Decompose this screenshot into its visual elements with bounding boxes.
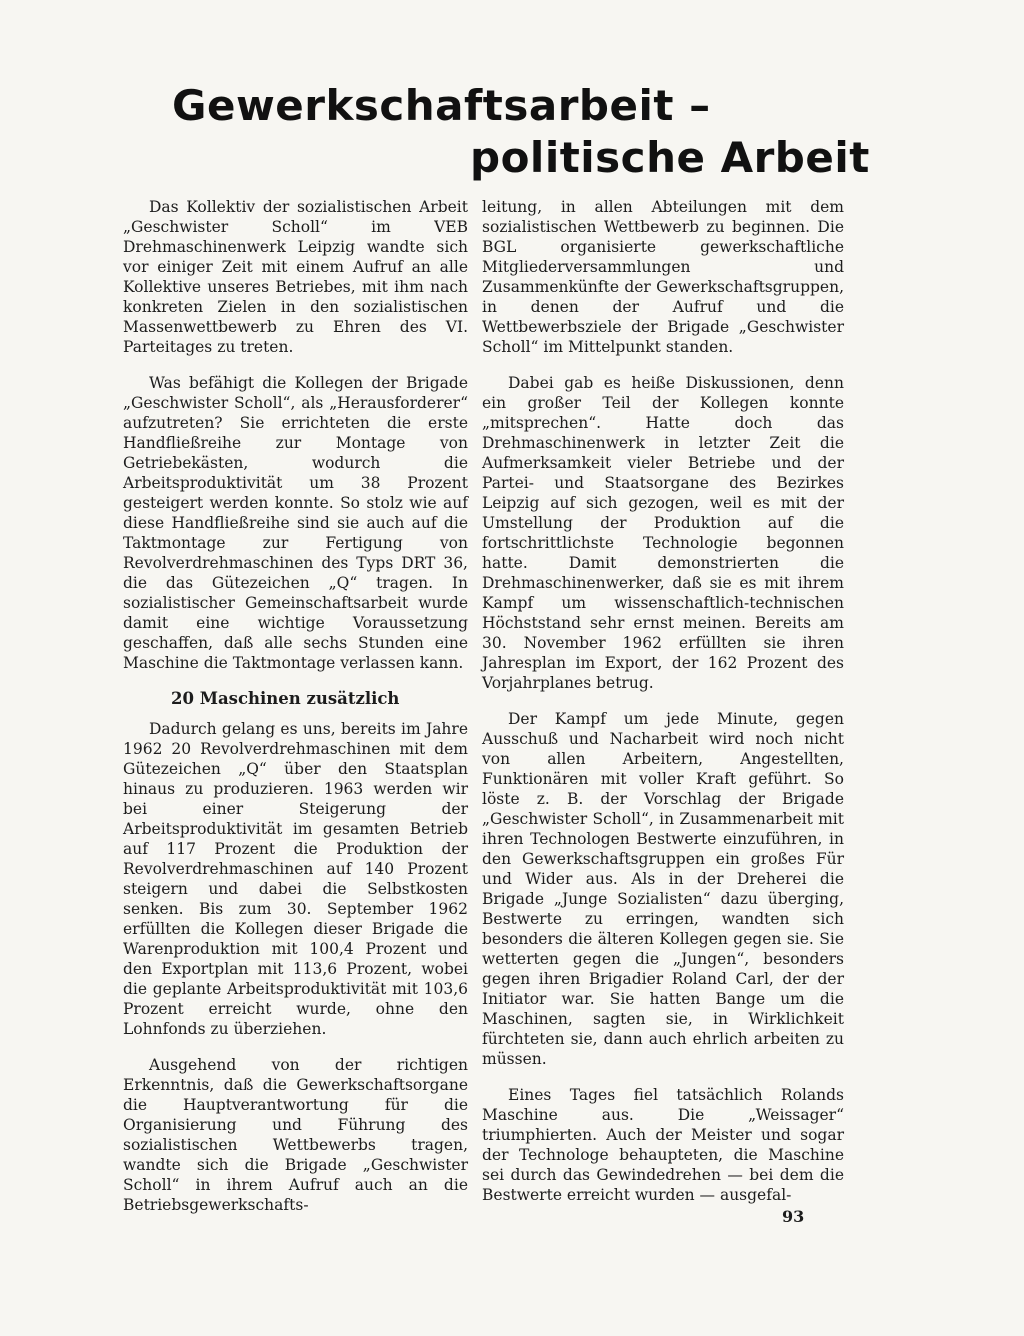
left-column	[123, 197, 468, 1231]
paragraph-right-2: Dabei gab es heiße Diskussionen, denn ein großer Teil der Kollegen konnte „mitsprechen“. Hatte doch das Drehmaschinenwerk in letzter Zeit die Aufmerksamkeit vieler Betriebe und der Partei- und Staatsorgane des Bezirkes Leipzig auf sich gezogen, weil es mit der Umstellung der Produktion auf die fortschrittlichste Technologie begonnen hatte. Damit demonstrierten die Drehmaschinenwerker, daß sie es mit ihrem Kampf um wissenschaftlich-technischen Höchststand sehr ernst meinen. Bereits am 30. November 1962 erfüllten sie ihren Jahresplan im Export, der 162 Prozent des Vorjahrplanes betrug.	[482, 374, 844, 692]
page-number: 93	[782, 1207, 805, 1226]
paragraph-right-3: Der Kampf um jede Minute, gegen Ausschuß und Nacharbeit wird noch nicht von allen Arbeitern, Angestellten, Funktionären mit voller Kraft geführt. So löste z. B. der Vorschlag der Brigade „Geschwister Scholl“, in Zusammenarbeit mit ihren Technologen Bestwerte einzuführen, in den Gewerkschaftsgruppen ein großes Für und Wider aus. Als in der Dreherei die Brigade „Junge Sozialisten“ dazu überging, Bestwerte zu erringen, wandten sich besonders die älteren Kollegen gegen sie. Sie wetterten gegen die „Jungen“, besonders gegen ihren Brigadier Roland Carl, der der Initiator war. Sie hatten Bange um die Maschinen, sagten sie, in Wirklichkeit fürchteten sie, dann auch ehrlich arbeiten zu müssen.	[482, 710, 844, 1068]
article-title-line-2: politische Arbeit	[470, 133, 870, 182]
paragraph-left-4: Ausgehend von der richtigen Erkenntnis, daß die Gewerkschaftsorgane die Hauptverantwortung für die Organisierung und Führung des sozialistischen Wettbewerbs tragen, wandte sich die Brigade „Geschwister Scholl“ in ihrem Aufruf auch an die Betriebsgewerkschafts-	[123, 1056, 468, 1214]
paragraph-right-1: leitung, in allen Abteilungen mit dem sozialistischen Wettbewerb zu beginnen. Die BGL organisierte gewerkschaftliche Mitgliederversammlungen und Zusammenkünfte der Gewerkschaftsgruppen, in denen der Aufruf und die Wettbewerbsziele der Brigade „Geschwister Scholl“ im Mittelpunkt standen.	[482, 198, 844, 356]
paragraph-right-4: Eines Tages fiel tatsächlich Rolands Maschine aus. Die „Weissager“ triumphierten. Auch der Meister und sogar der Technologe behaupteten, die Maschine sei durch das Gewindedrehen — bei dem die Bestwerte erreicht wurden — ausgefal-	[482, 1086, 844, 1204]
paragraph-left-3: Dadurch gelang es uns, bereits im Jahre 1962 20 Revolverdrehmaschinen mit dem Gütezeichen „Q“ über den Staatsplan hinaus zu produzieren. 1963 werden wir bei einer Steigerung der Arbeitsproduktivität im gesamten Betrieb auf 117 Prozent die Produktion der Revolverdrehmaschinen auf 140 Prozent steigern und dabei die Selbstkosten senken. Bis zum 30. September 1962 erfüllten die Kollegen dieser Brigade die Warenproduktion mit 100,4 Prozent und den Exportplan mit 113,6 Prozent, wobei die geplante Arbeitsproduktivität mit 103,6 Prozent erreicht wurde, ohne den Lohnfonds zu überziehen.	[123, 720, 468, 1038]
paragraph-left-2: Was befähigt die Kollegen der Brigade „Geschwister Scholl“, als „Herausforderer“ aufzutreten? Sie errichteten die erste Handfließreihe zur Montage von Getriebekästen, wodurch die Arbeitsproduktivität um 38 Prozent gesteigert werden konnte. So stolz wie auf diese Handfließreihe sind sie auch auf die Taktmontage zur Fertigung von Revolverdrehmaschinen des Typs DRT 36, die das Gütezeichen „Q“ tragen. In sozialistischer Gemeinschaftsarbeit wurde damit eine wichtige Voraussetzung geschaffen, daß alle sechs Stunden eine Maschine die Taktmontage verlassen kann.	[123, 374, 468, 672]
paragraph-left-1: Das Kollektiv der sozialistischen Arbeit „Geschwister Scholl“ im VEB Drehmaschinenwerk Leipzig wandte sich vor einiger Zeit mit einem Aufruf an alle Kollektive unseres Betriebes, mit ihm nach konkreten Zielen in den sozialistischen Massenwettbewerb zu Ehren des VI. Parteitages zu treten.	[123, 198, 468, 356]
right-column	[482, 197, 844, 1221]
section-subheading: 20 Maschinen zusätzlich	[171, 689, 400, 708]
article-title-line-1: Gewerkschaftsarbeit –	[172, 81, 711, 130]
